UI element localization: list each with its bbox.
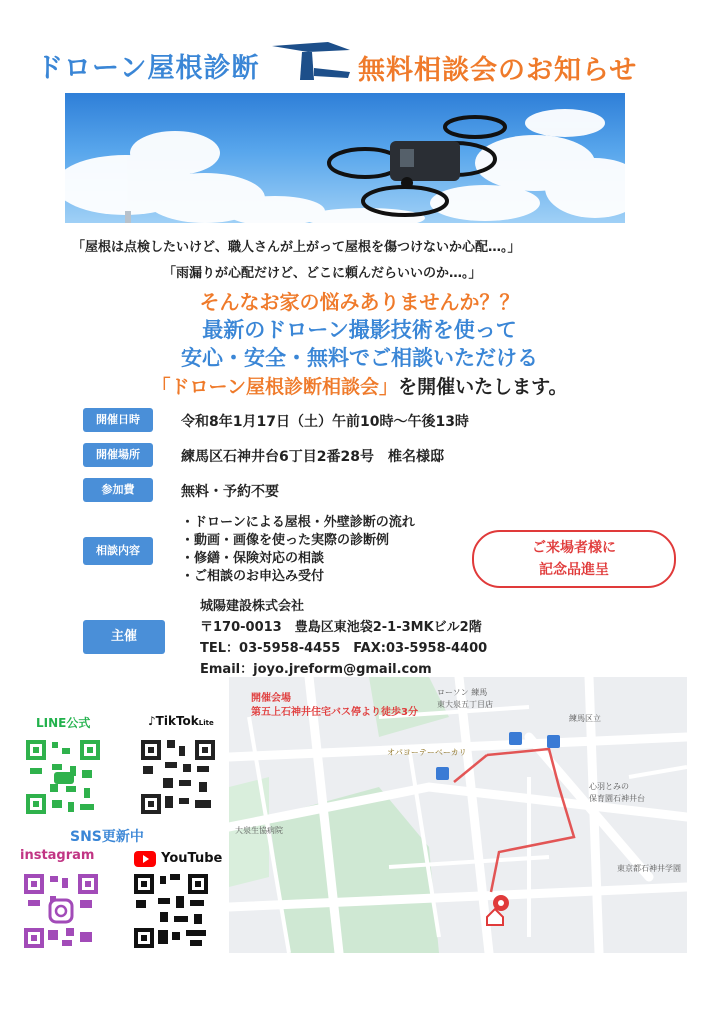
drone-logo-icon <box>268 38 354 84</box>
title-right: 無料相談会のお知らせ <box>358 55 638 86</box>
map-venue-note: 第五上石神井住宅バス停より徒歩3分 <box>251 707 418 718</box>
organizer-company: 城陽建設株式会社 <box>200 599 305 614</box>
place-label: 開催場所 <box>83 443 153 467</box>
fee-label: 参加費 <box>83 478 153 502</box>
youtube-icon <box>134 851 156 867</box>
headline-event-name: 「ドローン屋根診断相談会」 <box>151 376 399 398</box>
content-label: 相談内容 <box>83 537 153 565</box>
headline-event-rest: を開催いたします。 <box>398 376 568 398</box>
organizer-address: 〒170-0013 豊島区東池袋2-1-3MKビル2階 <box>200 620 482 635</box>
gift-line-2: 記念品進呈 <box>539 562 609 578</box>
youtube-label: YouTube <box>161 851 223 866</box>
youtube-brand <box>134 848 222 867</box>
map-label: ローソン 練馬 <box>437 688 488 697</box>
gift-line-1: ご来場者様に <box>532 540 616 556</box>
map-label: 大泉生協病院 <box>235 826 283 835</box>
headline-question: そんなお家の悩みありませんか？？ <box>199 290 520 314</box>
title-left: ドローン屋根診断 <box>36 53 260 84</box>
instagram-icon <box>50 900 72 922</box>
headline-tech: 最新のドローン撮影技術を使って <box>202 318 517 342</box>
content-item: ・ドローンによる屋根・外壁診断の流れ <box>181 515 415 530</box>
instagram-qr-code[interactable] <box>20 870 102 952</box>
map-label: 東大泉五丁目店 <box>437 700 493 709</box>
organizer-email[interactable]: Email：joyo.jreform@gmail.com <box>200 662 432 677</box>
headline-event <box>0 372 719 399</box>
quote-2: 「雨漏りが心配だけど、どこに頼んだらいいのか…。」 <box>163 266 482 281</box>
organizer-label: 主催 <box>83 620 165 654</box>
headline-safe: 安心・安全・無料でご相談いただける <box>181 346 538 370</box>
venue-map[interactable] <box>229 677 687 953</box>
content-item: ・修繕・保険対応の相談 <box>181 551 325 566</box>
content-item: ・ご相談のお申込み受付 <box>181 569 325 584</box>
map-label: オパヨーテーベーカリ <box>387 748 467 757</box>
gift-badge <box>472 530 676 588</box>
instagram-label: instagram <box>20 848 95 863</box>
sns-update-label: SNS更新中 <box>70 829 144 845</box>
date-label: 開催日時 <box>83 408 153 432</box>
youtube-qr-code[interactable] <box>132 872 210 950</box>
organizer-phone: TEL：03-5958-4455 FAX:03-5958-4400 <box>200 641 488 656</box>
map-label: 練馬区立 <box>569 714 601 723</box>
line-qr-code[interactable] <box>22 736 104 818</box>
map-label: 保育園石神井台 <box>589 794 645 803</box>
map-label: 心羽とみの <box>589 782 629 791</box>
hero-banner <box>65 93 625 223</box>
map-label: 東京都石神井学園 <box>617 864 681 873</box>
map-graphic <box>229 677 687 953</box>
sky-drone-illustration <box>65 93 625 223</box>
quote-1: 「屋根は点検したいけど、職人さんが上がって屋根を傷つけないか心配…。」 <box>72 240 521 255</box>
tiktok-qr-code[interactable] <box>137 736 219 818</box>
date-value: 令和8年1月17日（土）午前10時～午後13時 <box>181 414 469 430</box>
content-item: ・動画・画像を使った実際の診断例 <box>181 533 390 548</box>
line-label: LINE公式 <box>36 716 91 730</box>
place-value: 練馬区石神井台6丁目2番28号 椎名様邸 <box>181 449 444 465</box>
tiktok-label: ♪TikTokLite <box>148 714 214 728</box>
tiktok-icon: ♪ <box>148 714 156 728</box>
map-venue-title: 開催会場 <box>251 693 291 704</box>
fee-value: 無料・予約不要 <box>181 484 279 500</box>
